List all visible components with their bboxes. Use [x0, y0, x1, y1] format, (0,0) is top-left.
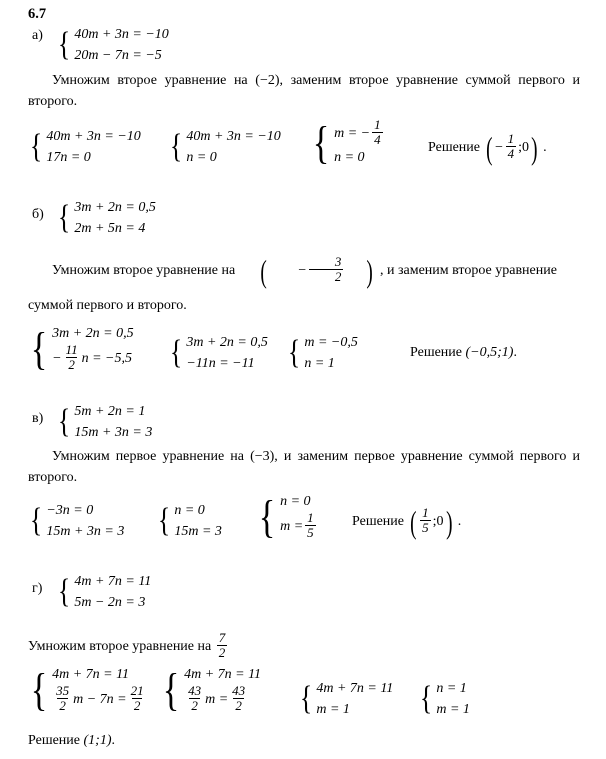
equation-row: m = −0,5	[304, 335, 358, 350]
equation-row: 4m + 7n = 11	[52, 667, 130, 682]
equation-row: m = 1	[316, 702, 350, 717]
equation-row: 20m − 7n = −5	[74, 48, 162, 63]
equation-row: 4m + 7n = 11	[184, 667, 262, 682]
part-d-step-3	[298, 678, 393, 720]
equation-row: $\frac{35}{2}$ m − 7n = $\frac{21}{2}$	[56, 682, 144, 714]
fraction: $\frac{43}{2}$	[188, 682, 202, 714]
part-b-instruction-line2: суммой первого и второго.	[28, 298, 187, 313]
part-b-instruction: Умножим второе уравнение на ( − $\frac{3}{2}$ ) , и заменим второе уравнение	[52, 252, 557, 289]
task-number: 6.7	[28, 6, 47, 22]
part-d-step-1	[28, 663, 148, 715]
equation-row: 4m + 7n = 11	[316, 681, 394, 696]
equation-row: $\frac{43}{2}$ m = $\frac{43}{2}$	[188, 682, 246, 714]
brace-icon: {	[58, 26, 71, 64]
equation-row: 3m + 2n = 0,5	[74, 200, 156, 215]
equation-row: n = 0	[174, 503, 205, 518]
equation-row: 5m − 2n = 3	[74, 595, 146, 610]
fraction: $\frac{1}{4}$	[507, 131, 515, 162]
brace-icon: {	[30, 502, 43, 540]
brace-icon: {	[258, 490, 276, 542]
brace-icon: {	[58, 199, 71, 237]
part-b-step-2	[168, 332, 268, 374]
part-a-step-2	[168, 126, 281, 168]
equation-row: 4m + 7n = 11	[74, 574, 152, 589]
part-a-label: а)	[32, 28, 43, 43]
equation-row: n = 0	[280, 494, 311, 509]
equation-row: − $\frac{11}{2}$ n = −5,5	[52, 341, 132, 373]
equation-row: n = 1	[304, 356, 335, 371]
part-d-instruction: Умножим второе уравнение на $\frac{7}{2}$	[28, 630, 226, 661]
brace-icon: {	[312, 116, 330, 168]
brace-icon: {	[162, 663, 180, 715]
part-c-step-3	[256, 490, 318, 542]
equation-row: 15m + 3n = 3	[46, 524, 125, 539]
brace-icon: {	[170, 128, 183, 166]
brace-icon: {	[30, 322, 48, 374]
equation-row: 40m + 3n = −10	[46, 129, 141, 144]
part-d-step-4	[418, 678, 470, 720]
part-a-system	[56, 24, 169, 66]
equation-row: 15m = 3	[174, 524, 222, 539]
equation-row: 40m + 3n = −10	[186, 129, 281, 144]
equation-row: m = 1	[436, 702, 470, 717]
equation-row: 15m + 3n = 3	[74, 425, 153, 440]
part-c-system	[56, 401, 152, 443]
brace-icon: {	[170, 334, 183, 372]
part-b-label: б)	[32, 207, 44, 222]
part-b-answer: Решение (−0,5;1).	[410, 345, 517, 360]
part-d-step-2	[160, 663, 262, 715]
part-d-system	[56, 571, 151, 613]
brace-icon: {	[30, 128, 43, 166]
fraction: $\frac{35}{2}$	[56, 682, 70, 714]
equation-row: 3m + 2n = 0,5	[186, 335, 268, 350]
coefficient-fraction: ( − $\frac{3}{2}$ )	[260, 252, 374, 289]
equation-row: m = − $\frac{1}{4}$	[334, 117, 381, 148]
equation-row: 17n = 0	[46, 150, 91, 165]
part-c-step-2	[156, 500, 222, 542]
equation-row: 40m + 3n = −10	[74, 27, 169, 42]
fraction: $\frac{1}{5}$	[422, 505, 429, 536]
answer-pair: ( $\frac{1}{5}$ ;0 )	[409, 503, 453, 540]
equation-row: 2m + 5n = 4	[74, 221, 146, 236]
brace-icon: {	[420, 680, 433, 718]
fraction: $\frac{11}{2}$	[65, 341, 78, 373]
part-c-step-1	[28, 500, 124, 542]
part-c-label: в)	[32, 411, 44, 426]
brace-icon: {	[300, 680, 313, 718]
part-a-step-3	[310, 116, 385, 168]
fraction: $\frac{3}{2}$	[309, 255, 344, 285]
part-a-step-1	[28, 126, 141, 168]
part-b-step-3	[286, 332, 358, 374]
fraction: $\frac{43}{2}$	[232, 682, 246, 714]
part-d-label: г)	[32, 581, 43, 596]
fraction: $\frac{1}{5}$	[307, 509, 314, 541]
fraction: $\frac{1}{4}$	[374, 117, 381, 148]
part-c-answer: Решение ( $\frac{1}{5}$ ;0 ) .	[352, 503, 462, 540]
equation-row: n = 0	[186, 150, 217, 165]
fraction: $\frac{7}{2}$	[218, 630, 226, 661]
part-a-answer: Решение ( − $\frac{1}{4}$ ;0 ) .	[428, 129, 547, 166]
equation-row: 3m + 2n = 0,5	[52, 326, 134, 341]
part-b-step-1	[28, 322, 134, 374]
brace-icon: {	[58, 573, 71, 611]
brace-icon: {	[58, 403, 71, 441]
part-d-answer: Решение (1;1).	[28, 733, 116, 748]
fraction: $\frac{21}{2}$	[130, 682, 144, 714]
equation-row: 5m + 2n = 1	[74, 404, 146, 419]
equation-row: −11n = −11	[186, 356, 255, 371]
part-c-instruction: Умножим первое уравнение на (−3), и заменим первое уравнение суммой первого и второго.	[28, 449, 580, 485]
brace-icon: {	[288, 334, 301, 372]
brace-icon: {	[30, 663, 48, 715]
part-a-instruction: Умножим второе уравнение на (−2), заменим второе уравнение суммой первого и второго.	[28, 73, 580, 109]
part-b-system	[56, 197, 156, 239]
brace-icon: {	[158, 502, 171, 540]
equation-row: n = 0	[334, 149, 365, 165]
equation-row: m = $\frac{1}{5}$	[280, 509, 314, 541]
equation-row: n = 1	[436, 681, 467, 696]
equation-row: −3n = 0	[46, 503, 94, 518]
answer-pair: ( − $\frac{1}{4}$ ;0 )	[485, 129, 538, 166]
